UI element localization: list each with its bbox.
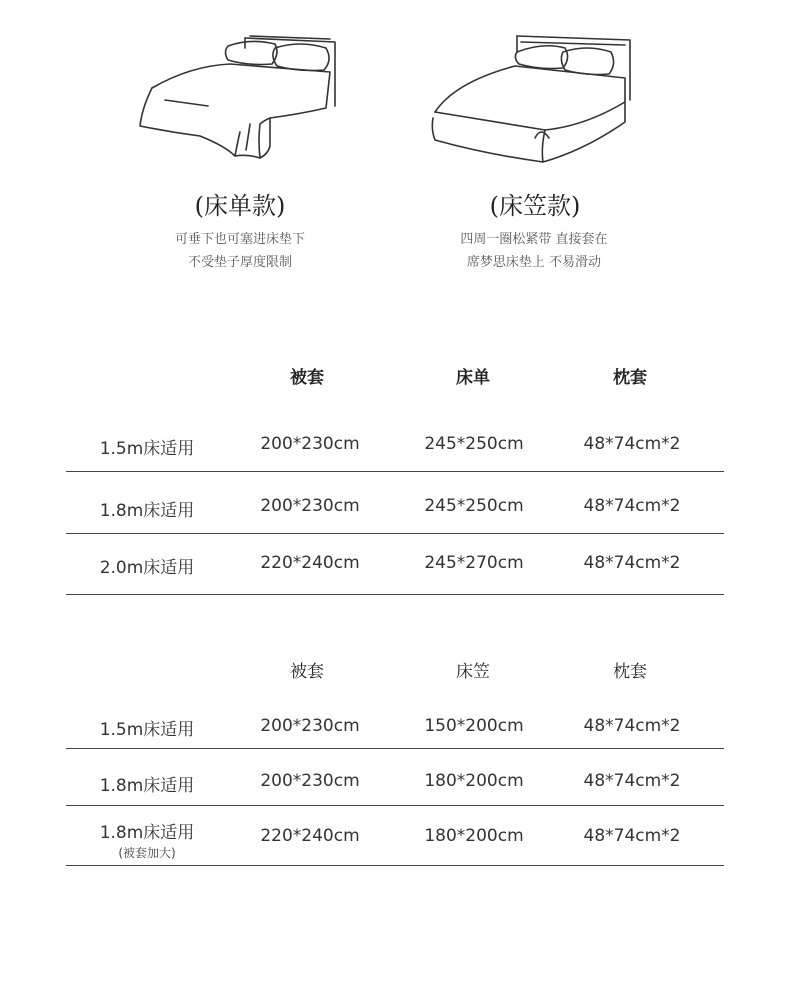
col-header-pillowcase: 枕套 (613, 368, 647, 388)
cell-fitted-sheet: 180*200cm (424, 771, 524, 791)
row-label-text: 1.8m床适用 (99, 823, 195, 843)
style-title-fitted-sheet: (床笠款) (489, 192, 581, 220)
col-header-duvet: 被套 (290, 368, 324, 388)
cell-duvet: 200*230cm (260, 434, 360, 454)
cell-sheet: 245*270cm (424, 553, 524, 573)
cell-pillowcase: 48*74cm*2 (583, 716, 681, 736)
cell-duvet: 220*240cm (260, 553, 360, 573)
row-label-note: (被套加大) (118, 846, 176, 860)
row-divider (66, 805, 724, 806)
cell-pillowcase: 48*74cm*2 (583, 496, 681, 516)
row-divider (66, 748, 724, 749)
cell-pillowcase: 48*74cm*2 (583, 826, 681, 846)
row-label: 2.0m床适用 (99, 558, 195, 578)
desc-line: 可垂下也可塞进床垫下 (174, 232, 305, 247)
cell-fitted-sheet: 180*200cm (424, 826, 524, 846)
flat-sheet-bed-illustration (130, 28, 345, 168)
row-label: 1.5m床适用 (99, 720, 195, 740)
col-header-pillowcase: 枕套 (613, 662, 647, 682)
cell-fitted-sheet: 150*200cm (424, 716, 524, 736)
cell-duvet: 200*230cm (260, 496, 360, 516)
cell-sheet: 245*250cm (424, 496, 524, 516)
row-divider (66, 594, 724, 595)
style-desc-fitted-sheet (414, 228, 654, 274)
cell-pillowcase: 48*74cm*2 (583, 553, 681, 573)
cell-duvet: 200*230cm (260, 716, 360, 736)
style-desc-flat-sheet (120, 228, 360, 274)
row-label: 1.8m床适用 (99, 501, 195, 521)
desc-line: 不受垫子厚度限制 (187, 255, 292, 270)
col-header-sheet: 床单 (456, 368, 490, 388)
col-header-duvet: 被套 (290, 662, 324, 682)
row-divider (66, 471, 724, 472)
row-label: 1.5m床适用 (99, 439, 195, 459)
fitted-sheet-bed-illustration (425, 30, 640, 170)
cell-pillowcase: 48*74cm*2 (583, 434, 681, 454)
style-title-flat-sheet: (床单款) (194, 192, 286, 220)
desc-line: 席梦思床垫上 不易滑动 (466, 255, 602, 270)
row-divider (66, 533, 724, 534)
cell-duvet: 200*230cm (260, 771, 360, 791)
row-label: 1.8m床适用 (99, 776, 195, 796)
row-label-with-note (62, 818, 232, 861)
cell-pillowcase: 48*74cm*2 (583, 771, 681, 791)
cell-sheet: 245*250cm (424, 434, 524, 454)
row-divider (66, 865, 724, 866)
col-header-fitted-sheet: 床笠 (456, 662, 490, 682)
cell-duvet: 220*240cm (260, 826, 360, 846)
desc-line: 四周一圈松紧带 直接套在 (460, 232, 608, 247)
